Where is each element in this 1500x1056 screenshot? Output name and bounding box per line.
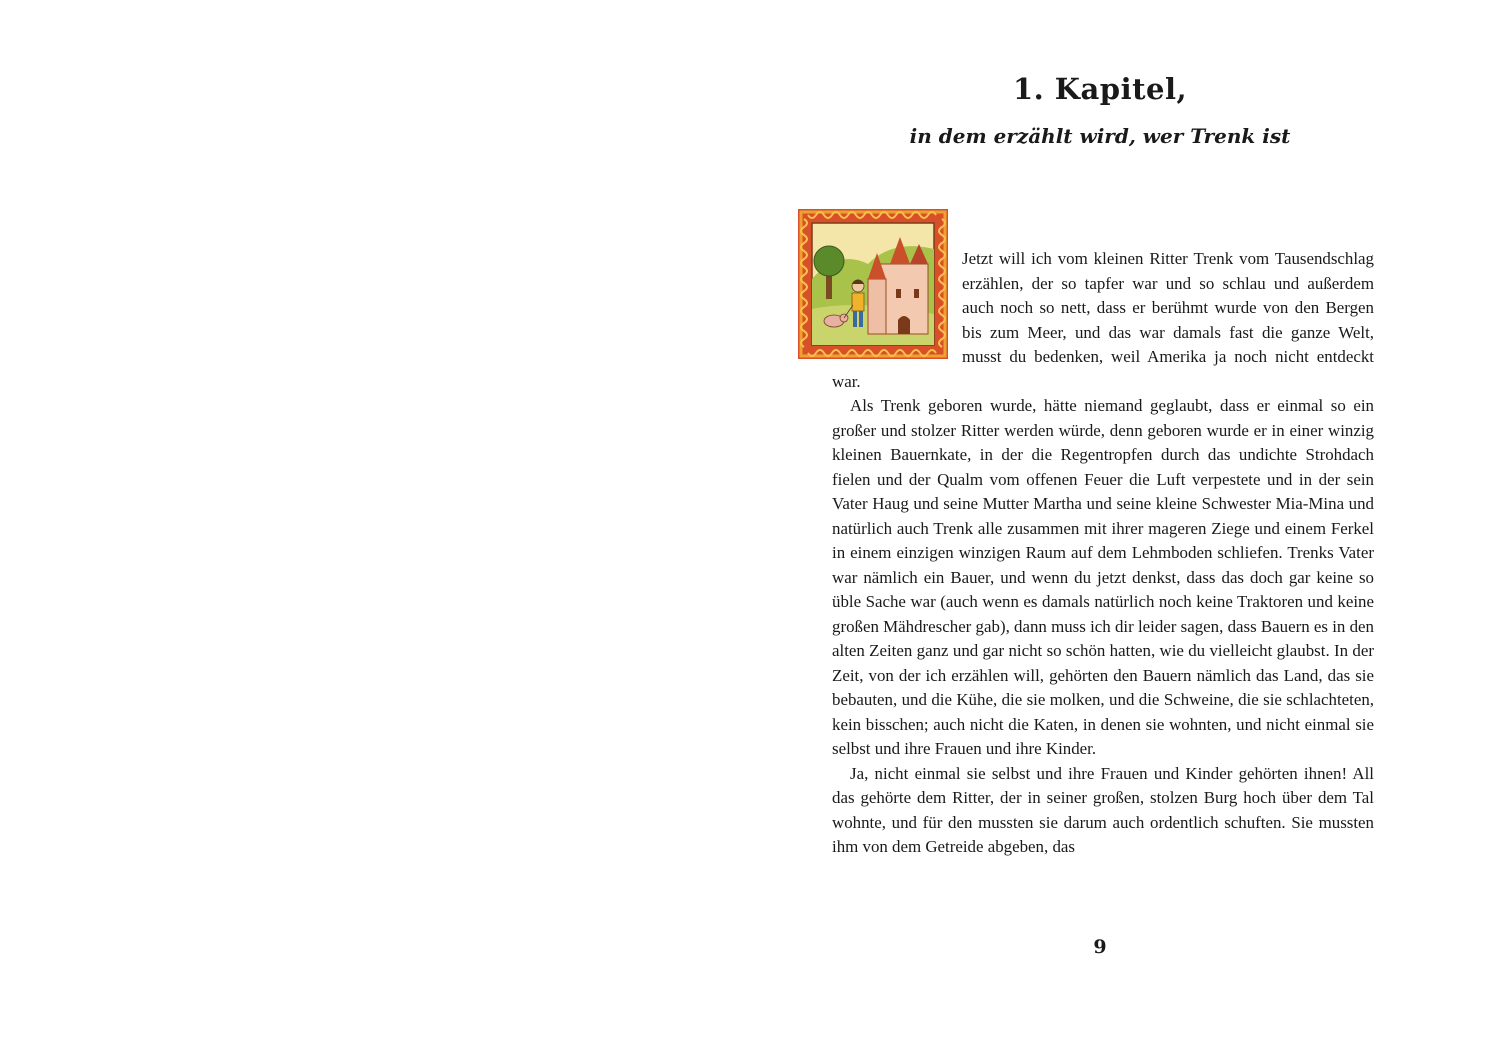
page-number: 9	[1093, 936, 1107, 958]
paragraph-3: Ja, nicht einmal sie selbst und ihre Frauen und Kinder gehörten ihnen! All das gehörte dem Ritter, der in seiner großen, stolzen Burg hoch über dem Tal wohnte, und für den mussten sie darum auch ordentlich schuften. Sie mussten ihm von dem Getreide abgeben, das	[832, 763, 1374, 856]
right-page	[750, 0, 1500, 1056]
body-text	[832, 247, 1374, 860]
paragraph-1: Jetzt will ich vom kleinen Ritter Trenk vom Tausendschlag erzählen, der so tapfer war und so schlau und außerdem auch noch so nett, dass er berühmt wurde von den Bergen bis zum Meer, und das war damals fast die ganze Welt, musst du bedenken, weil Amerika ja noch nicht entdeckt war.	[832, 249, 1374, 391]
paragraph-2: Als Trenk geboren wurde, hätte niemand geglaubt, dass er einmal so ein großer und stolzer Ritter werden würde, denn geboren wurde er in einer winzig kleinen Bauernkate, in der die Regentropfen durch das undichte Strohdach fielen und der Qualm vom offenen Feuer die Luft verpestete und in der sein Vater Haug und seine Mutter Martha und seine kleine Schwester Mia-Mina und natürlich auch Trenk alle zusammen mit ihrer mageren Ziege und einem Ferkel in einem einzigen winzigen Raum auf dem Lehmboden schliefen. Trenks Vater war nämlich ein Bauer, und wenn du jetzt denkst, dass das doch gar keine so üble Sache war (auch wenn es damals natürlich noch keine Traktoren und keine großen Mähdrescher gab), dann muss ich dir leider sagen, dass Bauern es in den alten Zeiten ganz und gar nicht so schön hatten, wie du vielleicht glaubst. In der Zeit, von der ich erzählen will, gehörten den Bauern nämlich das Land, das sie bebauten, und die Kühe, die sie molken, und die Schweine, die sie schlachteten, kein bisschen; auch nicht die Katen, in denen sie wohnten, und nicht einmal sie selbst und ihre Frauen und ihre Kinder.	[832, 396, 1374, 758]
chapter-title: 1. Kapitel,	[1012, 72, 1188, 106]
chapter-subtitle: in dem erzählt wird, wer Trenk ist	[909, 124, 1291, 148]
castle-vignette-icon	[798, 209, 948, 359]
